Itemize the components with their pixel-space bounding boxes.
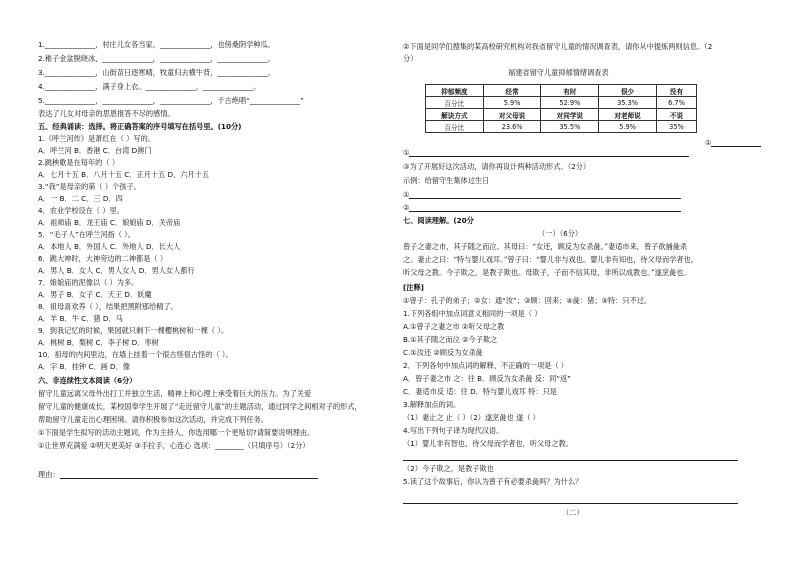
question-line: 3.解释加点的词。 [403, 400, 461, 409]
question-line: A．曾子妻之市 之：往 B．顾反为女杀彘 反：同“返” [403, 374, 571, 383]
story-paragraph: 之。妻止之曰：“特与婴儿戏耳。”曾子曰：“婴儿非与戏也。婴儿非有知也，待父母而学者也， [403, 255, 698, 264]
table-cell: 对父母说 [483, 109, 541, 121]
question-line: A.①曾子之妻之市 ②听父母之教 [403, 322, 505, 331]
notes-text: ①曾子：孔子的弟子；②女：通“汝”；③顾：回来；④彘：猪；⑤特：只不过。 [403, 296, 652, 305]
table-row [426, 109, 697, 121]
question-line: 5.读了这个故事后，你认为曾子有必要杀彘吗？为什么？ [403, 477, 583, 486]
table-cell: 35.5% [541, 121, 599, 133]
s5-line: 1.《呼兰河传》是萧红在（ ）写的。 [38, 134, 155, 143]
answer-blank-2: ① [403, 148, 689, 157]
subsection-2-title: （二） [562, 508, 584, 517]
table-cell: 6.7% [656, 97, 696, 109]
table-cell: 有时 [541, 85, 599, 97]
question-line: （1）妻止之 止（ ）（2）遂烹彘也 遂（ ） [403, 413, 540, 422]
question-line: （1）婴儿非有智也，待父母而学者也，听父母之教。 [403, 439, 573, 448]
section-5-title: 五、经典诵读：选择。将正确答案的序号填写在括号里。(10分) [38, 122, 242, 131]
table-cell: 很少 [599, 85, 657, 97]
design-blank-2: ② [403, 203, 681, 212]
question-line: 4.写出下列句子译为现代汉语。 [403, 426, 504, 435]
question-line: （2）今子欺之，是教子欺也 [403, 464, 494, 473]
question-line: C．妻适市反 适：往 D．特与婴儿戏耳 特：只是 [403, 387, 557, 396]
answer-blank-1: ① [705, 138, 761, 147]
question-line: B.①其子随之而泣 ②今子欺之 [403, 335, 498, 344]
table-cell: 百分比 [426, 97, 484, 109]
fill-line-2: 2.稚子金盆脱晓冰，______________，______________，______________。 [38, 54, 275, 63]
fill-line-3: 3.______________，山街苗日逐寒晴，牧童归去横牛背，______________。 [38, 68, 275, 77]
s5-line: 6．跳大神时，大神旁边的二神都是（ ） [38, 254, 168, 263]
story-paragraph: 曾子之妻之市，其子随之而泣。其母曰：“女还，顾反为女杀彘。”妻适市来，曾子欲捕彘杀 [403, 242, 688, 251]
s5-line: A．男子 B．女子 C．天王 D．妖魔 [38, 290, 152, 299]
design-blank-1: ① [403, 190, 681, 199]
s5-line: 3.“我”是母亲的第（ ）个孩子。 [38, 182, 141, 191]
fill-line-5: 5.______________，______________，______________，千古绝唱“______________” [38, 96, 304, 105]
s5-line: 8．祖母喜欢养（ ），结果把黑附那给精了。 [38, 302, 178, 311]
s5-line: 2.跳秧歌是在每年的（ ） [38, 158, 120, 167]
fill-line-6: 表达了儿女对母亲的思恩报答不尽的感情。 [38, 109, 175, 118]
table-cell: 5.9% [483, 97, 541, 109]
s6-paragraph: 留守儿童远离父母外出打工并独立生活，精神上和心理上承受着巨大的压力。为了关爱 [38, 389, 312, 398]
s5-line: A．七月十五 B．八月十五 C．正月十五 D．六月十五 [38, 170, 210, 179]
table-cell: 百分比 [426, 121, 484, 133]
table-cell: 52.9% [541, 97, 599, 109]
s5-line: A．羊 B．牛 C．猪 D．马 [38, 314, 123, 323]
table-cell: 没有 [656, 85, 696, 97]
answer-line [403, 495, 738, 504]
s5-line: A．祖师庙 B．龙王庙 C．娘娘庙 D．关帝庙 [38, 218, 181, 227]
table-cell: 经常 [483, 85, 541, 97]
s6-options: ①让世界充满爱 ②明天更美好 ③手拉手，心连心 选项：________（只填序号）（2分） [38, 441, 310, 450]
reason-label: 理由： [38, 470, 318, 479]
q2-text-cont: 分） [403, 54, 418, 63]
s5-line: A．呼兰河 B．香港 C．台湾 D澳门 [38, 146, 152, 155]
table-cell: 对老师说 [599, 109, 657, 121]
table-row [426, 121, 697, 133]
table-cell: 不说 [656, 109, 696, 121]
s5-line: 5．“毛子人”在呼兰河指（ ）。 [38, 230, 135, 239]
table-cell: 23.6% [483, 121, 541, 133]
s6-question: ①下面是学生拟写的活动主题词，作为主持人，你选用哪一个更贴切?请简要说明理由。 [38, 428, 315, 437]
s5-line: 10．祖母的内间里边，在墙上挂着一个很古怪很古怪的（ ）。 [38, 350, 233, 359]
s5-line: A．一 B．二 C．三 D．四 [38, 194, 123, 203]
q3-text: ③为了开展好这次活动，请你再设计两种活动形式。（2分） [403, 162, 591, 171]
s5-line: 9．到我记忆的时候，果园就只剩下一棵樱桃树和一棵（ ）。 [38, 326, 229, 335]
s5-line: 4．农业学校设在（ ）里。 [38, 206, 124, 215]
table-cell: 35.3% [599, 97, 657, 109]
subsection-1-title: （一）（6分） [538, 229, 583, 238]
table-cell: 35% [656, 121, 696, 133]
survey-table [425, 84, 697, 133]
question-line: 2．下列各句中加点词的解释，不正确的一项是（ ） [403, 361, 568, 370]
s5-line: A．桃树 B．梨树 C．李子树 D．枣树 [38, 338, 159, 347]
table-row [426, 97, 697, 109]
table-cell: 抑郁频度 [426, 85, 484, 97]
table-cell: 对同学说 [541, 109, 599, 121]
fill-line-4: 4.______________，满子身上衣。______________，______________。 [38, 82, 261, 91]
question-line: 1.下列各组中加点词意义相同的一项是（ ） [403, 309, 542, 318]
section-7-title: 七、阅读理解。(20分 [403, 216, 474, 225]
s6-paragraph: 帮助留守儿童走出心理困境。请你积极参加这次活动，并完成下列任务。 [38, 415, 269, 424]
answer-line [403, 452, 738, 461]
story-paragraph: 听父母之教。今子欺之，是教子欺也。母欺子，子而不信其母，非所以成教也。”遂烹彘也。 [403, 268, 691, 277]
table-row [426, 85, 697, 97]
s5-line: A．本地人 B．外国人 C．外地人 D．长大人 [38, 242, 181, 251]
example-text: 示例：给留守生集体过生日 [403, 176, 490, 185]
q2-text: ②下面是同学们搜集的某高校研究机构对我省留守儿童的情况调查表，请你从中提炼两则信息。（2 [403, 42, 713, 51]
s5-line: A．男人 B．女人 C．男人女人 D．男人女人都行 [38, 266, 195, 275]
fill-line-1: 1.______________，村庄儿女各当家。______________，也傍桑阴学种瓜。 [38, 40, 275, 49]
s5-line: A．字 B．挂钟 C．画 D．像 [38, 362, 130, 371]
table-cell: 解诀方式 [426, 109, 484, 121]
table-title: 福建省留守儿童抑郁情绪调查表 [508, 68, 609, 77]
question-line: C.①汝还 ②顾反为女杀彘 [403, 348, 483, 357]
notes-title: [注释] [403, 283, 424, 292]
section-6-title: 六、非连续性文本阅读（6分） [38, 376, 137, 385]
s6-paragraph: 留守儿童的健康成长，某校国奉学生开展了“走近留守儿童”的主题活动，通过同学之间相对子的形式， [38, 402, 362, 411]
s5-line: 7．娘娘庙的泥像以（ ）为多。 [38, 278, 139, 287]
table-cell: 5.9% [599, 121, 657, 133]
